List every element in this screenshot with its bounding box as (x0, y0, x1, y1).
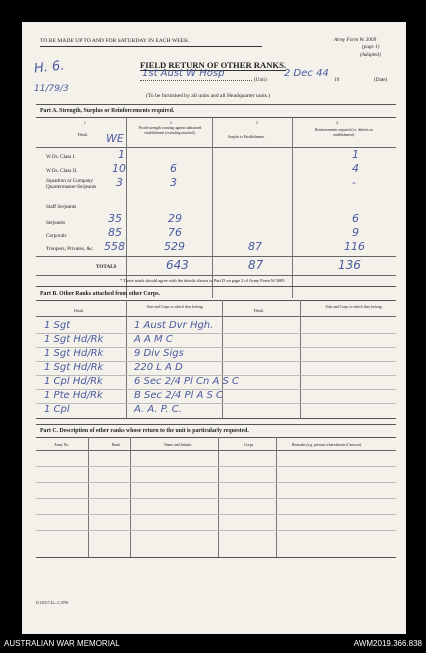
part-c-vline-3 (218, 437, 219, 557)
row-fixed-cpl: 76 (168, 226, 182, 239)
part-c-row-rule (36, 530, 396, 531)
row-fixed-sgt: 29 (168, 212, 182, 225)
row-we-sgt: 35 (108, 212, 122, 225)
part-b-row5-unit: 6 Sec 2/4 Pl Cn A S C (134, 376, 240, 387)
furnished-note: (To be furnished by all units and all Headquarter units.) (146, 93, 271, 99)
part-c-col-rank: Rank. (112, 443, 121, 447)
part-b-row7-unit: A. A. P. C. (134, 404, 182, 415)
handwritten-file-ref: 11/79/3 (34, 84, 69, 94)
part-b-col-unit1: Unit and Corps to which they belong. (146, 305, 204, 309)
total-fixed: 643 (166, 258, 189, 272)
part-b-header-rule (36, 316, 396, 317)
row-fixed-wo2: 6 (170, 162, 177, 175)
part-c-sub-rule (36, 437, 396, 438)
part-a-header-rule (36, 147, 396, 148)
total-surplus: 87 (248, 258, 264, 272)
date-label: (Date) (374, 77, 388, 83)
part-a-col-num-1: 1 (84, 121, 86, 125)
part-b-row2-unit: A A M C (134, 334, 173, 345)
unit-label: (Unit) (254, 77, 267, 83)
col-fixed-header: Posted strength counting against authorized establishment (excluding attached). (138, 126, 202, 135)
part-c-row-rule (36, 482, 396, 483)
part-a-top-rule (36, 104, 396, 105)
row-label-pte: Troopers, Privates, &c. (46, 246, 95, 252)
footer-accession-number: AWM2019.366.838 (353, 639, 422, 648)
part-b-row6-detail: 1 Pte Hd/Rk (44, 390, 103, 401)
archive-footer (0, 634, 426, 653)
part-c-vline-2 (130, 437, 131, 557)
row-label-wo2: W.Os. Class II. (46, 168, 78, 174)
part-a-title: Part A. Strength, Surplus or Reinforcements required. (40, 108, 175, 114)
part-a-col-num-3: 3 (256, 121, 258, 125)
part-c-vline-4 (276, 437, 277, 557)
part-c-top-rule (36, 424, 396, 425)
part-a-sub-rule (36, 117, 396, 118)
row-label-cpl: Corporals (46, 233, 67, 239)
part-b-row4-unit: 220 L A D (134, 362, 183, 373)
part-b-sub-rule (36, 300, 396, 301)
row-label-wo1: W.Os. Class I. (46, 154, 76, 160)
row-reinf-cqms: - (352, 176, 356, 189)
row-label-ssgt: Staff Serjeants (46, 204, 77, 210)
part-c-row-rule (36, 514, 396, 515)
form-title: FIELD RETURN OF OTHER RANKS. (140, 60, 287, 70)
army-form-number: Army Form W. 3009 (334, 37, 377, 43)
footer-institution: AUSTRALIAN WAR MEMORIAL (4, 639, 120, 648)
adapted-note: (Adapted) (360, 52, 381, 58)
row-we-wo1: 1 (118, 148, 125, 161)
totals-note: * These totals should agree with the details shown in Part D on page 2 of Army Form W.3009 (120, 278, 285, 283)
part-b-row6-unit: B Sec 2/4 Pl A S C (134, 390, 224, 401)
part-b-vline-1 (126, 300, 127, 418)
row-reinf-wo2: 4 (352, 162, 359, 175)
part-c-col-corps: Corps. (244, 443, 255, 447)
col-reinf-header: Reinforcements required (i.e. deficits on establishment). (314, 128, 374, 137)
row-fixed-cqms: 3 (170, 176, 177, 189)
row-surplus-pte: 87 (248, 240, 262, 253)
part-b-row7-detail: 1 Cpl (44, 404, 70, 415)
part-b-row3-detail: 1 Sgt Hd/Rk (44, 348, 104, 359)
row-reinf-pte: 116 (344, 240, 365, 253)
part-a-vline-2 (212, 118, 213, 298)
header-underline (40, 46, 262, 47)
part-b-row4-detail: 1 Sgt Hd/Rk (44, 362, 104, 373)
col-detail-header: Detail. (78, 133, 89, 137)
row-we-cqms: 3 (116, 176, 123, 189)
row-reinf-sgt: 6 (352, 212, 359, 225)
part-c-col-name: Name and Initials. (164, 443, 192, 447)
col-surplus-header: Surplus to Establishment. (228, 135, 265, 139)
part-a-col-num-4: 4 (336, 121, 338, 125)
row-we-wo2: 10 (112, 162, 126, 175)
part-b-col-detail: Detail. (74, 309, 85, 313)
part-c-col-remarks: Remarks (e.g. present whereabouts if known). (292, 443, 363, 447)
part-c-row-rule (36, 466, 396, 467)
total-reinf: 136 (338, 258, 361, 272)
part-c-row-rule (36, 498, 396, 499)
totals-top-rule (36, 256, 396, 257)
part-b-bottom-rule (36, 418, 396, 419)
handwritten-date: 2 Dec 44 (284, 68, 329, 79)
page-number: (page 1) (362, 44, 380, 50)
totals-bottom-rule (36, 275, 396, 276)
part-b-row5-detail: 1 Cpl Hd/Rk (44, 376, 103, 387)
print-reference: D.1455/7.42—C.4798 (36, 601, 69, 605)
made-up-instruction: TO BE MADE UP TO AND FOR SATURDAY IN EACH WEEK. (40, 38, 190, 44)
part-c-vline-1 (88, 437, 89, 557)
handwritten-unit: 1st Aust W Hosp (142, 68, 225, 79)
part-b-col-detail2: Detail. (254, 309, 265, 313)
row-fixed-pte: 529 (164, 240, 185, 253)
row-we-cpl: 85 (108, 226, 122, 239)
part-c-title: Part C. Description of other ranks whose return to the unit is particularly requested. (40, 428, 249, 434)
part-a-vline-1 (126, 118, 127, 298)
row-reinf-wo1: 1 (352, 148, 359, 161)
part-b-top-rule (36, 286, 396, 287)
part-b-row3-unit: 9 Div Sigs (134, 348, 184, 359)
handwritten-we-header: WE (106, 132, 124, 145)
part-b-vline-3 (300, 300, 301, 418)
form-page (22, 22, 406, 634)
part-c-col-army-no: Army No. (54, 443, 70, 447)
part-a-col-num-2: 2 (170, 121, 172, 125)
unit-dotline (140, 80, 252, 81)
row-reinf-cpl: 9 (352, 226, 359, 239)
part-b-col-unit2: Unit and Corps to which they belong. (325, 305, 383, 309)
part-b-row2-detail: 1 Sgt Hd/Rk (44, 334, 104, 345)
part-a-vline-3 (292, 118, 293, 298)
year-prefix: 19 (334, 77, 340, 83)
row-label-cqms: Squadron or Company Quartermaster-Serjeants (46, 178, 97, 190)
totals-label: TOTALS (96, 264, 117, 270)
row-we-pte: 558 (104, 240, 125, 253)
part-c-header-rule (36, 450, 396, 451)
part-b-row1-detail: 1 Sgt (44, 320, 71, 331)
part-b-row-rule (36, 403, 396, 404)
handwritten-corner-ref: H. 6. (33, 58, 66, 77)
row-label-sgt: Serjeants (46, 220, 66, 226)
part-b-row1-unit: 1 Aust Dvr Hgh. (134, 320, 214, 331)
part-c-bottom-rule (36, 557, 396, 558)
part-b-title: Part B. Other Ranks attached from other Corps. (40, 291, 160, 297)
